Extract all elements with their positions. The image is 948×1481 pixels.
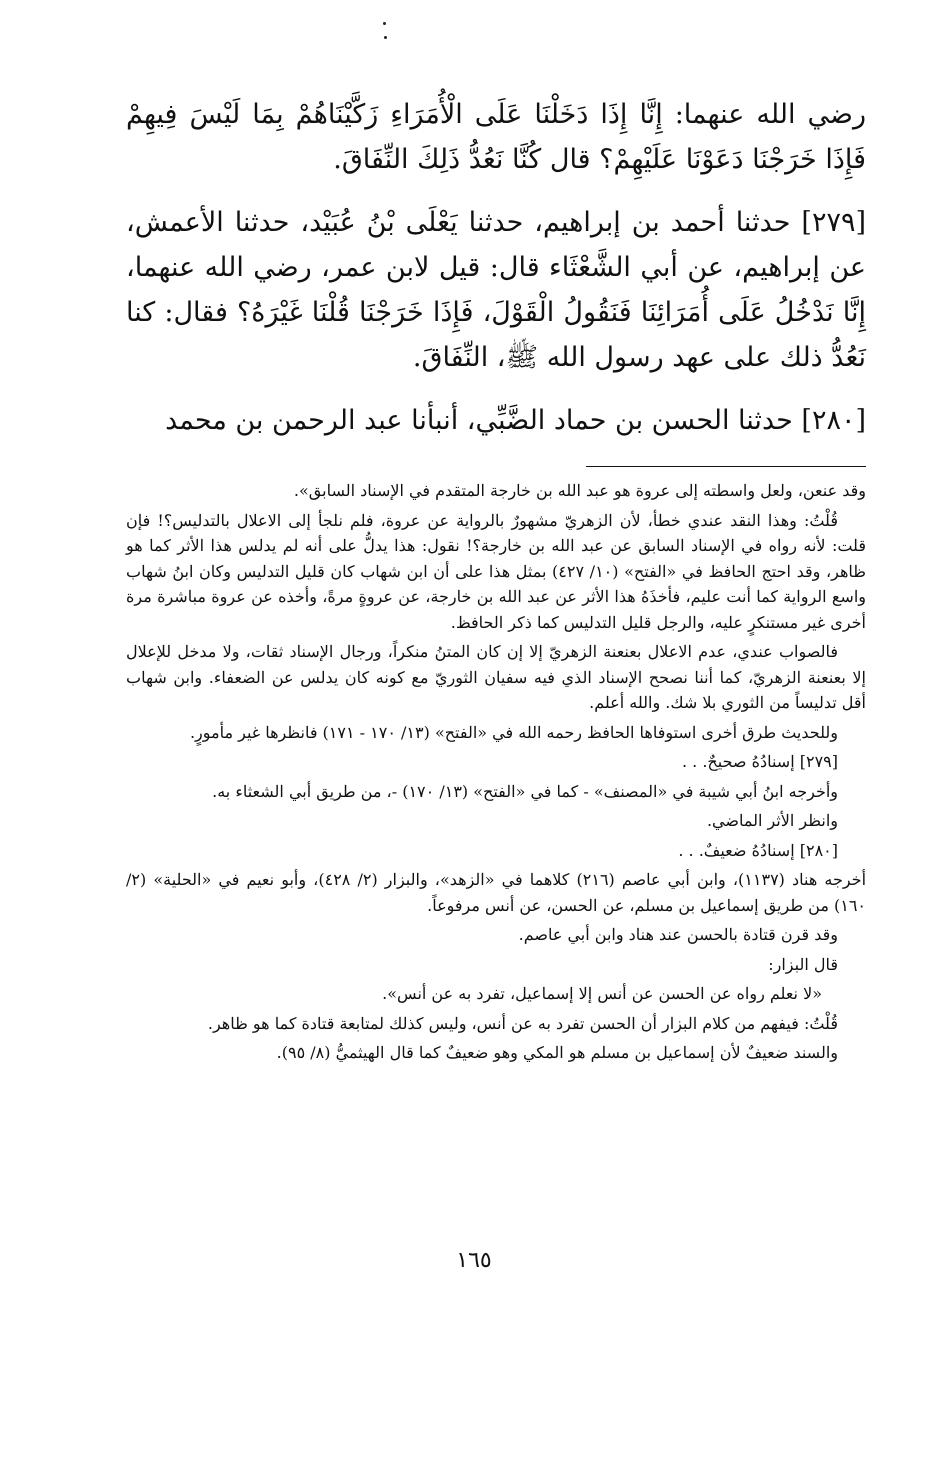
- main-text: [126, 92, 866, 461]
- footnote-paragraph: وللحديث طرق أخرى استوفاها الحافظ رحمه الله في «الفتح» (١٣/ ١٧٠ - ١٧١) فانظرها غير مأمورٍ.: [189, 722, 838, 742]
- main-paragraph-hadith-279: [٢٧٩] حدثنا أحمد بن إبراهيم، حدثنا يَعْلَى بْنُ عُبَيْد، حدثنا الأعمش، عن إبراهيم، عن أبي الشَّعْثَاء قال: قيل لابن عمر، رضي الله عنهما، إِنَّا نَدْخُلُ عَلَى أُمَرَائِنَا فَنَقُولُ الْقَوْلَ، فَإِذَا خَرَجْنَا قُلْنَا غَيْرَهُ؟ فقال: كنا نَعُدُّ ذلك على عهد رسول الله ﷺ، النِّفَاقَ.: [126, 207, 866, 373]
- footnote-separator: [586, 466, 866, 467]
- scan-speck: [384, 36, 387, 39]
- footnote-paragraph: فالصواب عندي، عدم الاعلال بعنعنة الزهريّ إلا إن كان المتنُ منكراً، ورجال الإسناد ثقات، ولا مدخل للإعلال إلا بعنعنة الزهريّ، كما أننا نصحح الإسناد الذي فيه سفيان الثوريّ مع كونه كان يدلس عن الضعفاء. وابن شهاب أقل تدليساً من الثوري بلا شك. والله أعلم.: [126, 642, 866, 712]
- footnote-paragraph: قُلْتُ: فيفهم من كلام البزار أن الحسن تفرد به عن أنس، وليس كذلك لمتابعة قتادة كما هو ظاهر.: [207, 1013, 838, 1033]
- footnote-paragraph: وانظر الأثر الماضي.: [706, 811, 838, 830]
- footnote-paragraph: قال البزار:: [768, 954, 838, 974]
- footnote-paragraph: أخرجه هناد (١١٣٧)، وابن أبي عاصم (٢١٦) كلاهما في «الزهد»، والبزار (٢/ ٤٢٨)، وأبو نعيم في «الحلية» (٢/ ١٦٠) من طريق إسماعيل بن مسلم، عن الحسن، عن أنس مرفوعاً.: [126, 870, 867, 915]
- footnote-grade-279: [٢٧٩] إسنادُهُ صحيحٌ. . .: [681, 752, 838, 771]
- footnote-line: وقد عنعن، ولعل واسطته إلى عروة هو عبد الله بن خارجة المتقدم في الإسناد السابق».: [293, 481, 866, 500]
- footnote-paragraph: وأخرجه ابنُ أبي شيبة في «المصنف» - كما في «الفتح» (١٣/ ١٧٠) -، من طريق أبي الشعثاء به.: [212, 781, 838, 801]
- main-paragraph-1: رضي الله عنهما: إِنَّا إِذَا دَخَلْنَا عَلَى الْأُمَرَاءِ زَكَّيْنَاهُمْ بِمَا لَيْسَ فِيهِمْ فَإِذَا خَرَجْنَا دَعَوْنَا عَلَيْهِمْ؟ قال كُنَّا نَعُدُّ ذَلِكَ النِّفَاقَ.: [126, 99, 866, 175]
- footnote-paragraph: والسند ضعيفٌ لأن إسماعيل بن مسلم هو المكي وهو ضعيفٌ كما قال الهيثميُّ (٨/ ٩٥).: [276, 1043, 838, 1062]
- footnotes: [126, 478, 866, 1070]
- main-paragraph-hadith-280: [٢٨٠] حدثنا الحسن بن حماد الضَّبِّي، أنبأنا عبد الرحمن بن محمد: [165, 405, 866, 436]
- footnote-paragraph: قُلْتُ: وهذا النقد عندي خطأ، لأن الزهريّ مشهورٌ بالرواية عن عروة، فلم نلجأ إلى الاعلال بالتدليس؟! فإن قلت: لأنه رواه في الإسناد السابق عن عبد الله بن خارجة؟! نقول: هذا يدلُّ على أنه لم يدلس هذا الأثر كما هو ظاهر، وقد احتج الحافظ في «الفتح» (١٠/ ٤٢٧) بمثل هذا على أن ابن شهاب كان قليل التدليس وكان ابنُ شهاب واسع الرواية كما أنت عليم، فأخذَهُ هذا الأثر عن عبد الله بن خارجة، عن عروةٍ مرةً، وأخذه عن عروة مباشرة مرة أخرى غير مستنكرٍ عليه، والرجل قليل التدليس كما ذكر الحافظ.: [126, 510, 866, 632]
- footnote-quote: «لا نعلم رواه عن الحسن عن أنس إلا إسماعيل، تفرد به عن أنس».: [382, 984, 822, 1003]
- footnote-paragraph: وقد قرن قتادة بالحسن عند هناد وابن أبي عاصم.: [518, 925, 838, 944]
- footnote-grade-280: [٢٨٠] إسنادُهُ ضعيفٌ. . .: [678, 840, 838, 860]
- page-number: ١٦٥: [456, 1248, 492, 1273]
- scan-speck: [383, 22, 386, 25]
